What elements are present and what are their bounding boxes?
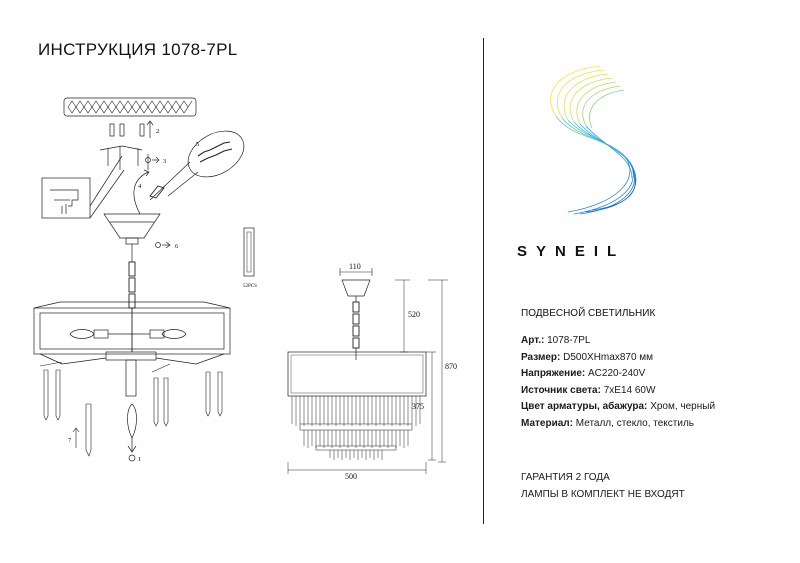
dimension-drawing (288, 268, 448, 474)
dim-canopy-width: 110 (349, 262, 361, 271)
spec-label: Арт.: (521, 335, 545, 346)
dim-body-height: 375 (412, 402, 424, 411)
spec-value: 7хE14 60W (603, 384, 656, 396)
spec-label: Источник света: (521, 384, 601, 396)
step-label-1: 1 (138, 456, 142, 463)
dim-drop-height: 520 (408, 310, 420, 319)
spec-value: 1078-7PL (547, 335, 591, 346)
brand-name: SYNEIL (517, 243, 626, 260)
spec-label: Напряжение: (521, 368, 586, 379)
assembly-diagram (34, 98, 254, 463)
spec-row-article (521, 333, 715, 350)
page-title: ИНСТРУКЦИЯ 1078-7PL (38, 40, 238, 59)
crystal-strip (64, 98, 196, 116)
lamps-note: ЛАМПЫ В КОМПЛЕКТ НЕ ВХОДЯТ (521, 489, 685, 500)
pcs-label: 52PCS (243, 284, 257, 289)
spec-label: Цвет арматуры, абажура: (521, 401, 648, 412)
spec-row-voltage (521, 366, 715, 383)
center-column (126, 360, 136, 396)
wave-s-logo-icon (550, 66, 635, 214)
footer-notes (521, 469, 685, 503)
spec-row-size (521, 350, 715, 367)
spec-value: AC220-240V (588, 368, 646, 379)
spec-label: Размер: (521, 351, 561, 363)
arrow-arc (134, 172, 148, 214)
detail-box (42, 156, 124, 218)
product-type: ПОДВЕСНОЙ СВЕТИЛЬНИК (521, 308, 656, 319)
spec-row-material (521, 416, 715, 433)
step-label-4: 4 (138, 183, 142, 190)
dim-diameter: 500 (345, 472, 357, 481)
crystal-strip-hang (73, 404, 91, 456)
warranty-text: ГАРАНТИЯ 2 ГОДА (521, 472, 610, 483)
spec-list (521, 333, 715, 432)
step-label-3: 3 (163, 158, 167, 165)
spec-value: Металл, стекло, текстиль (575, 417, 695, 429)
step-label-5: 5 (196, 141, 200, 148)
crystal-sample (244, 228, 254, 276)
dim-total-height: 870 (445, 362, 457, 371)
spec-value: Хром, черный (650, 401, 716, 412)
wall-anchors (110, 121, 153, 138)
suspension-rod (129, 262, 135, 352)
canopy (104, 214, 170, 262)
step-label-7: 7 (68, 437, 72, 444)
spec-row-light-source (521, 383, 715, 400)
spec-label: Материал: (521, 417, 573, 429)
step-label-2: 2 (156, 128, 160, 135)
crystal-drops (40, 362, 222, 426)
bulb (128, 404, 137, 461)
spec-value: D500XHmax870 мм (563, 351, 654, 363)
mounting-bracket (100, 146, 159, 170)
step-label-6: 6 (175, 243, 179, 250)
spec-row-color (521, 399, 715, 416)
